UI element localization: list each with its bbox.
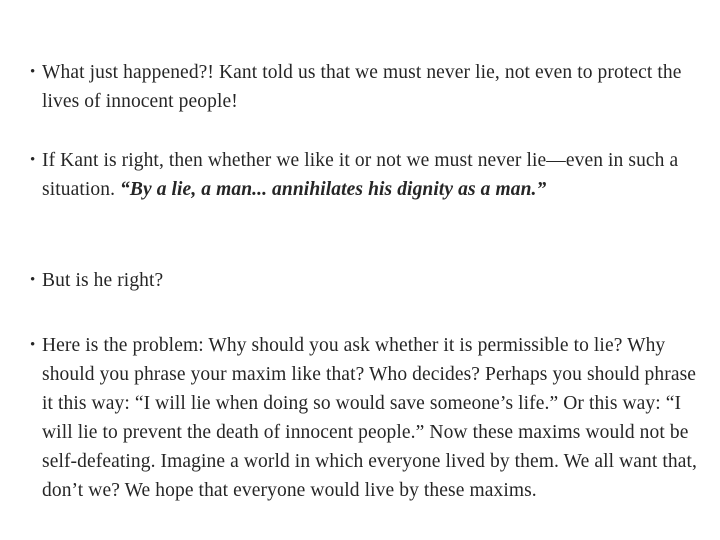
bullet-text <box>30 146 700 204</box>
bullet-body: But is he right? <box>42 270 164 291</box>
bullet-marker: • <box>30 64 36 80</box>
bullet-text <box>30 331 700 505</box>
bullet-marker: • <box>30 337 36 353</box>
bullet-item <box>30 146 700 204</box>
bullet-item <box>30 58 700 116</box>
bullet-text <box>30 58 700 116</box>
bullet-item <box>30 266 700 295</box>
kant-quote: “By a lie, a man... annihilates his dignity as a man.” <box>120 179 547 200</box>
bullet-marker: • <box>30 272 36 288</box>
bullet-body: Here is the problem: Why should you ask whether it is permissible to lie? Why should you phrase your maxim like that? Who decides? Perhaps you should phrase it this way: “I will lie when doing so would save someone’s life.” Or this way: “I will lie to prevent the death of innocent people.” Now these maxims would not be self-defeating. Imagine a world in which everyone lived by them. We all want that, don’t we? We hope that everyone would live by these maxims. <box>42 335 697 501</box>
bullet-item <box>30 331 700 505</box>
bullet-text <box>30 266 700 295</box>
bullet-body: If Kant is right, then whether we like it or not we must never lie—even in such a situation. <box>42 150 679 200</box>
bullet-body: What just happened?! Kant told us that we must never lie, not even to protect the lives of innocent people! <box>42 62 682 112</box>
bullet-marker: • <box>30 152 36 168</box>
